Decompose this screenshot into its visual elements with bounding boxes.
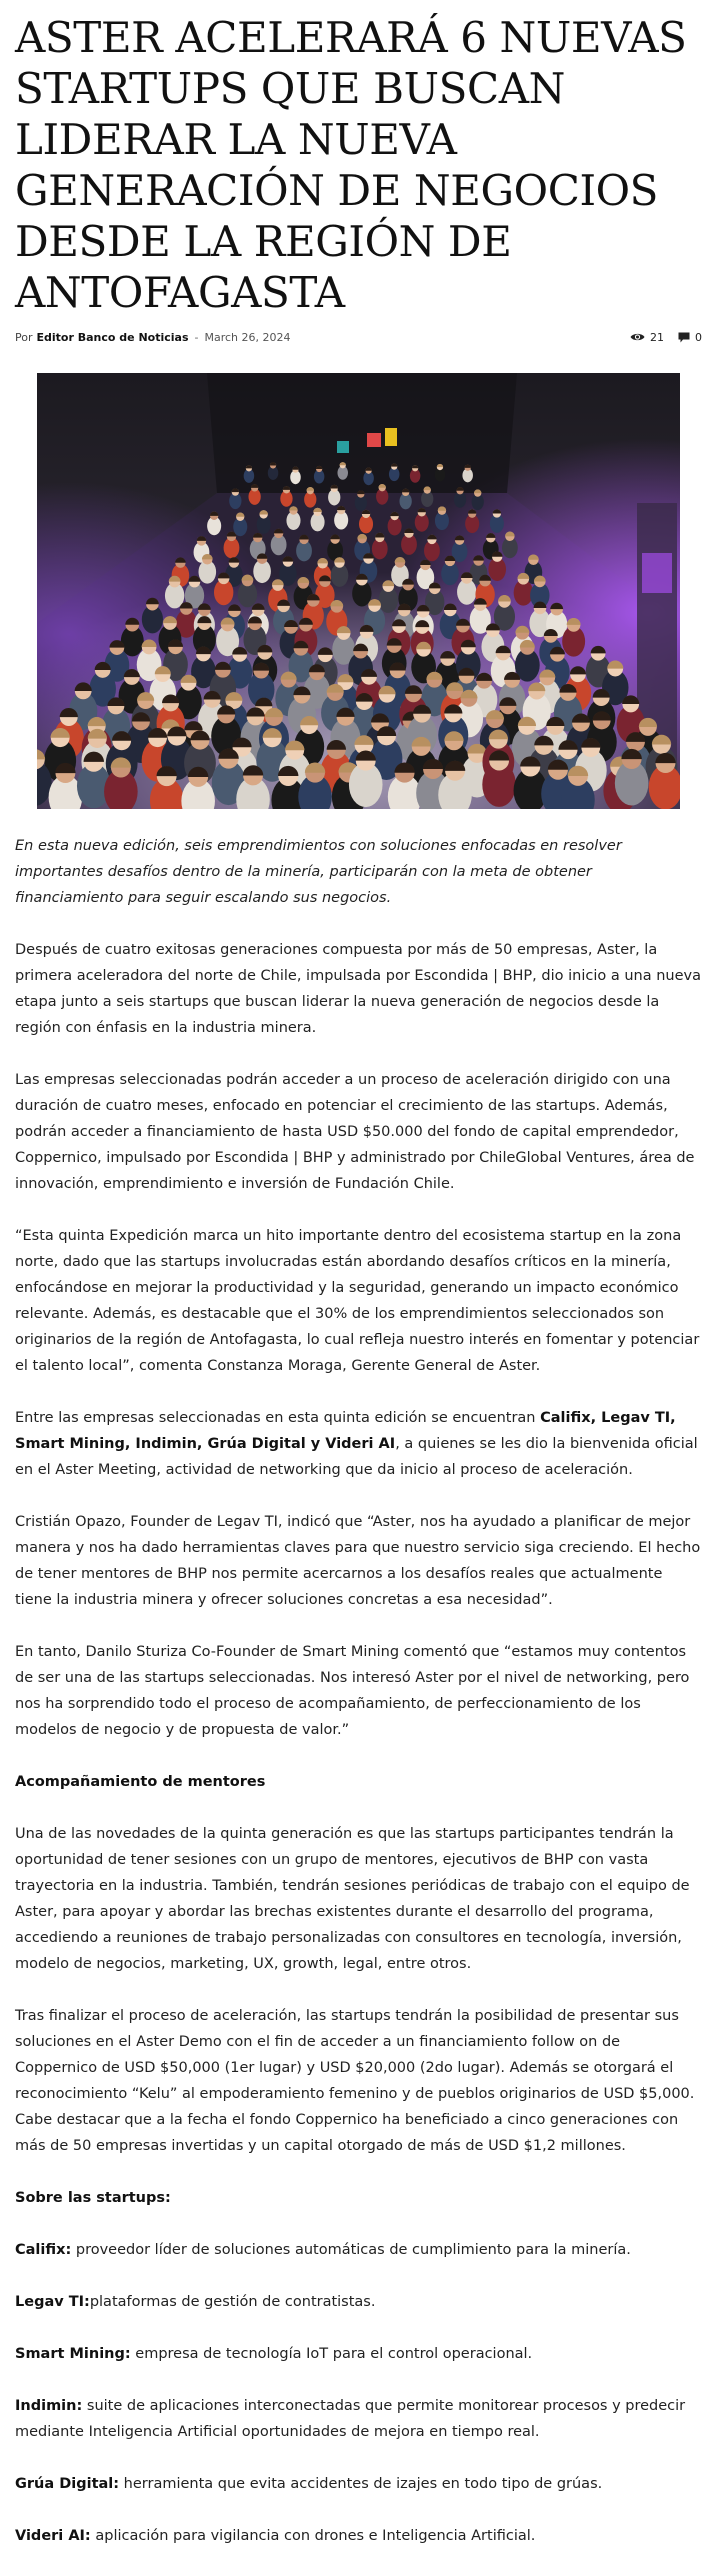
by-label: Por: [15, 330, 33, 344]
startup-desc: empresa de tecnología IoT para el control operacional.: [130, 2346, 533, 2362]
startup-name: Legav TI:: [15, 2294, 90, 2310]
paragraph-7: Una de las novedades de la quinta generación es que las startups participantes tendrán la oportunidad de tener sesiones con un grupo de mentores, ejecutivos de BHP con vasta trayectoria en la industria. También, tendrán sesiones periódicas de trabajo con el equipo de Aster, para apoyar y abordar las brechas existentes durante el desarrollo del programa, accediendo a reuniones de trabajo personalizadas con consultores en tecnología, inversión, modelo de negocios, marketing, UX, growth, legal, entre otros.: [15, 1826, 690, 1972]
startup-desc: plataformas de gestión de contratistas.: [89, 2294, 376, 2310]
startup-item: [15, 2393, 702, 2445]
publish-date: March 26, 2024: [204, 330, 291, 344]
paragraph-8: Tras finalizar el proceso de aceleración, las startups tendrán la posibilidad de presentar sus soluciones en el Aster Demo con el fin de acceder a un financiamiento follow on de Coppernico de USD $50,000 (1er lugar) y USD $20,000 (2do lugar). Además se otorgará el reconocimiento “Kelu” al empoderamiento femenino y de pueblos originarios de USD $5,000. Cabe destacar que a la fecha el fondo Coppernico ha beneficiado a cinco generaciones con más de 50 empresas invertidas y un capital otorgado de más de USD $1,2 millones.: [15, 2008, 695, 2154]
startup-name: Grúa Digital:: [15, 2476, 120, 2492]
selected-startups: Califix, Legav TI, Smart Mining, Indimin, Grúa Digital y Videri AI: [15, 1410, 676, 1452]
author-link[interactable]: Editor Banco de Noticias: [36, 330, 189, 344]
article-page: [0, 12, 717, 2549]
article-lead: En esta nueva edición, seis emprendimientos con soluciones enfocadas en resolver importantes desafíos dentro de la minería, participarán con la meta de obtener financiamiento para seguir escalando sus negocios.: [15, 838, 622, 906]
section-heading-startups: Sobre las startups:: [15, 2190, 171, 2206]
views-count: 21: [650, 330, 664, 344]
startup-name: Califix:: [15, 2242, 72, 2258]
paragraph-3: “Esta quinta Expedición marca un hito importante dentro del ecosistema startup en la zona norte, dado que las startups involucradas están abordando desafíos críticos en la minería, enfocándose en mejorar la productividad y la seguridad, generando un impacto económico relevante. Además, es destacable que el 30% de los emprendimientos seleccionados son originarios de la región de Antofagasta, lo cual refleja nuestro interés en fomentar y potenciar el talento local”, comenta Constanza Moraga, Gerente General de Aster.: [15, 1228, 700, 1374]
startup-item: [15, 2237, 702, 2263]
startup-item: [15, 2523, 702, 2549]
startup-name: Indimin:: [15, 2398, 83, 2414]
startup-item: [15, 2341, 702, 2367]
paragraph-4-end: , a quienes se les dio la bienvenida oficial en el Aster Meeting, actividad de networking que da inicio al proceso de aceleración.: [15, 1436, 698, 1478]
section-heading-mentores: Acompañamiento de mentores: [15, 1774, 266, 1790]
startup-item: [15, 2471, 702, 2497]
startup-desc: aplicación para vigilancia con drones e Inteligencia Artificial.: [90, 2528, 536, 2544]
paragraph-2: Las empresas seleccionadas podrán acceder a un proceso de aceleración dirigido con una duración de cuatro meses, enfocado en potenciar el crecimiento de las startups. Además, podrán acceder a financiamiento de hasta USD $50.000 del fondo de capital emprendedor, Coppernico, impulsado por Escondida | BHP y administrado por ChileGlobal Ventures, área de innovación, emprendimiento e inversión de Fundación Chile.: [15, 1072, 695, 1192]
article-meta: [15, 328, 702, 346]
startup-item: [15, 2289, 702, 2315]
startup-desc: herramienta que evita accidentes de izajes en todo tipo de grúas.: [119, 2476, 603, 2492]
paragraph-4: [15, 1405, 702, 1483]
startup-name: Smart Mining:: [15, 2346, 131, 2362]
comments-count: 0: [695, 330, 702, 344]
article-title: ASTER ACELERARÁ 6 NUEVAS STARTUPS QUE BUSCAN LIDERAR LA NUEVA GENERACIÓN DE NEGOCIOS DESDE LA REGIÓN DE ANTOFAGASTA: [15, 13, 687, 317]
meta-separator: -: [194, 330, 199, 344]
startup-list: [15, 2237, 702, 2549]
comments-counter[interactable]: [678, 331, 702, 344]
startup-desc: proveedor líder de soluciones automáticas de cumplimiento para la minería.: [71, 2242, 631, 2258]
paragraph-5: Cristián Opazo, Founder de Legav TI, indicó que “Aster, nos ha ayudado a planificar de mejor manera y nos ha dado herramientas claves para que nuestro servicio siga creciendo. El hecho de tener mentores de BHP nos permite acercarnos a los desafíos reales que actualmente tiene la industria minera y ofrecer soluciones concretas a esa necesidad”.: [15, 1514, 701, 1608]
paragraph-6: En tanto, Danilo Sturiza Co-Founder de Smart Mining comentó que “estamos muy contentos de ser una de las startups seleccionadas. Nos interesó Aster por el nivel de networking, pero nos ha sorprendido todo el proceso de acompañamiento, de perfeccionamiento de los modelos de negocio y de propuesta de valor.”: [15, 1644, 690, 1738]
comment-icon: [678, 332, 690, 343]
event-photo: [37, 373, 680, 809]
startup-name: Videri AI:: [15, 2528, 91, 2544]
views-counter: [630, 331, 664, 344]
startup-desc: suite de aplicaciones interconectadas que permite monitorear procesos y predecir mediante Inteligencia Artificial oportunidades de mejora en tiempo real.: [15, 2398, 686, 2440]
paragraph-4-start: Entre las empresas seleccionadas en esta quinta edición se encuentran: [15, 1410, 541, 1426]
paragraph-1: Después de cuatro exitosas generaciones compuesta por más de 50 empresas, Aster, la primera aceleradora del norte de Chile, impulsada por Escondida | BHP, dio inicio a una nueva etapa junto a seis startups que buscan liderar la nueva generación de negocios desde la región con énfasis en la industria minera.: [15, 942, 701, 1036]
eye-icon: [630, 332, 645, 342]
hero-image: [37, 373, 680, 809]
